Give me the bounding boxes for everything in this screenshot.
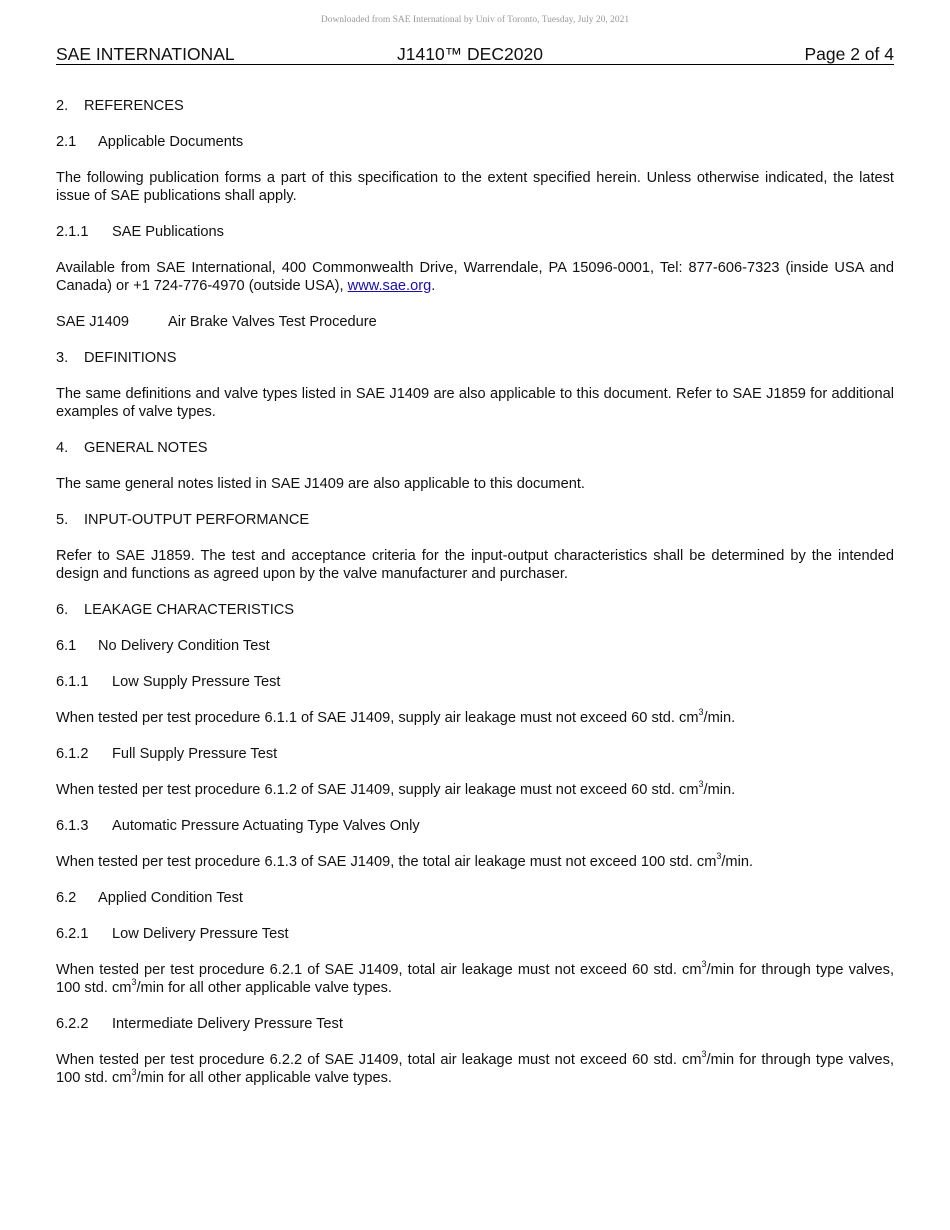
paragraph-text: /min for all other applicable valve types.: [136, 980, 392, 996]
paragraph-text: When tested per test procedure 6.2.1 of SAE J1409, total air leakage must not exceed 60 std. cm: [56, 962, 702, 978]
section-heading-2-1: [56, 133, 894, 151]
section-number: 6.1.1: [56, 674, 89, 690]
paragraph-text: /min for all other applicable valve types.: [136, 1070, 392, 1086]
paragraph-text: When tested per test procedure 6.1.3 of SAE J1409, the total air leakage must not exceed 100 std. cm: [56, 854, 717, 870]
section-title: Low Supply Pressure Test: [112, 674, 281, 690]
header-page-number: Page 2 of 4: [804, 44, 894, 64]
section-number: 6.2: [56, 890, 77, 906]
paragraph: The same definitions and valve types listed in SAE J1409 are also applicable to this document. Refer to SAE J1859 for additional examples of valve types.: [56, 386, 894, 420]
reference-id: SAE J1409: [56, 314, 130, 330]
paragraph: [56, 853, 894, 871]
section-number: 2.1: [56, 134, 77, 150]
document-body: [56, 97, 894, 1087]
section-title: Applicable Documents: [98, 134, 244, 150]
section-heading-6-2: [56, 889, 894, 907]
section-heading-5: [56, 511, 894, 529]
paragraph: [56, 259, 894, 295]
section-heading-6-1-2: [56, 745, 894, 763]
section-number: 6.1: [56, 638, 77, 654]
paragraph-text: .: [431, 278, 436, 294]
superscript: 3: [701, 1049, 707, 1060]
section-title: Low Delivery Pressure Test: [112, 926, 289, 942]
superscript: 3: [698, 707, 704, 718]
section-number: 4.: [56, 440, 69, 456]
section-heading-2: [56, 97, 894, 115]
section-number: 2.: [56, 98, 69, 114]
paragraph: [56, 781, 894, 799]
superscript: 3: [131, 1067, 137, 1078]
section-title: GENERAL NOTES: [84, 440, 208, 456]
sae-website-link[interactable]: www.sae.org: [347, 278, 432, 294]
section-title: INPUT-OUTPUT PERFORMANCE: [84, 512, 310, 528]
section-title: Automatic Pressure Actuating Type Valves Only: [112, 818, 420, 834]
section-number: 2.1.1: [56, 224, 89, 240]
paragraph: The following publication forms a part of this specification to the extent specified herein. Unless otherwise indicated, the latest issue of SAE publications shall apply.: [56, 170, 894, 204]
section-number: 6.2.2: [56, 1016, 89, 1032]
section-title: Full Supply Pressure Test: [112, 746, 278, 762]
section-heading-6: [56, 601, 894, 619]
paragraph-text: When tested per test procedure 6.2.2 of SAE J1409, total air leakage must not exceed 60 std. cm: [56, 1052, 702, 1068]
section-heading-6-1-3: [56, 817, 894, 835]
page-header: [56, 44, 894, 65]
section-number: 6.1.2: [56, 746, 89, 762]
superscript: 3: [698, 779, 704, 790]
section-number: 5.: [56, 512, 69, 528]
section-number: 3.: [56, 350, 69, 366]
superscript: 3: [716, 851, 722, 862]
paragraph-text: /min.: [703, 710, 736, 726]
paragraph: The same general notes listed in SAE J1409 are also applicable to this document.: [56, 476, 585, 492]
section-number: 6.1.3: [56, 818, 89, 834]
superscript: 3: [701, 959, 707, 970]
paragraph-text: /min.: [721, 854, 753, 870]
paragraph: [56, 1051, 894, 1087]
section-title: DEFINITIONS: [84, 350, 177, 366]
paragraph: Refer to SAE J1859. The test and acceptance criteria for the input-output characteristics shall be determined by the intended design and functions as agreed upon by the valve manufacturer and purchaser.: [56, 548, 894, 582]
reference-title: Air Brake Valves Test Procedure: [168, 314, 377, 330]
paragraph-text: Available from SAE International, 400 Commonwealth Drive, Warrendale, PA 15096-0001, Tel: 877-606-7323 (inside USA and Canada) or +1 724-776-4970 (outside USA),: [56, 260, 894, 294]
section-title: Applied Condition Test: [98, 890, 243, 906]
section-heading-4: [56, 439, 894, 457]
section-number: 6.: [56, 602, 69, 618]
section-heading-6-2-2: [56, 1015, 894, 1033]
paragraph: [56, 961, 894, 997]
section-title: Intermediate Delivery Pressure Test: [112, 1016, 343, 1032]
section-heading-6-1-1: [56, 673, 894, 691]
header-doc-id: J1410™ DEC2020: [397, 44, 543, 64]
section-title: REFERENCES: [84, 98, 184, 114]
section-heading-6-1: [56, 637, 894, 655]
download-watermark: Downloaded from SAE International by Univ of Toronto, Tuesday, July 20, 2021: [320, 15, 630, 25]
section-heading-2-1-1: [56, 223, 894, 241]
paragraph-text: /min for through type valves, 100 std. cm: [56, 962, 894, 996]
header-org: SAE INTERNATIONAL: [56, 44, 235, 64]
section-heading-6-2-1: [56, 925, 894, 943]
reference-entry: [56, 313, 894, 331]
paragraph-text: When tested per test procedure 6.1.1 of SAE J1409, supply air leakage must not exceed 60 std. cm: [56, 710, 699, 726]
section-number: 6.2.1: [56, 926, 89, 942]
section-title: LEAKAGE CHARACTERISTICS: [84, 602, 295, 618]
paragraph-text: When tested per test procedure 6.1.2 of SAE J1409, supply air leakage must not exceed 60 std. cm: [56, 782, 699, 798]
paragraph-text: /min.: [703, 782, 736, 798]
superscript: 3: [131, 977, 137, 988]
section-title: SAE Publications: [112, 224, 224, 240]
paragraph-text: /min for through type valves, 100 std. cm: [56, 1052, 894, 1086]
section-heading-3: [56, 349, 894, 367]
paragraph: [56, 709, 894, 727]
section-title: No Delivery Condition Test: [98, 638, 270, 654]
